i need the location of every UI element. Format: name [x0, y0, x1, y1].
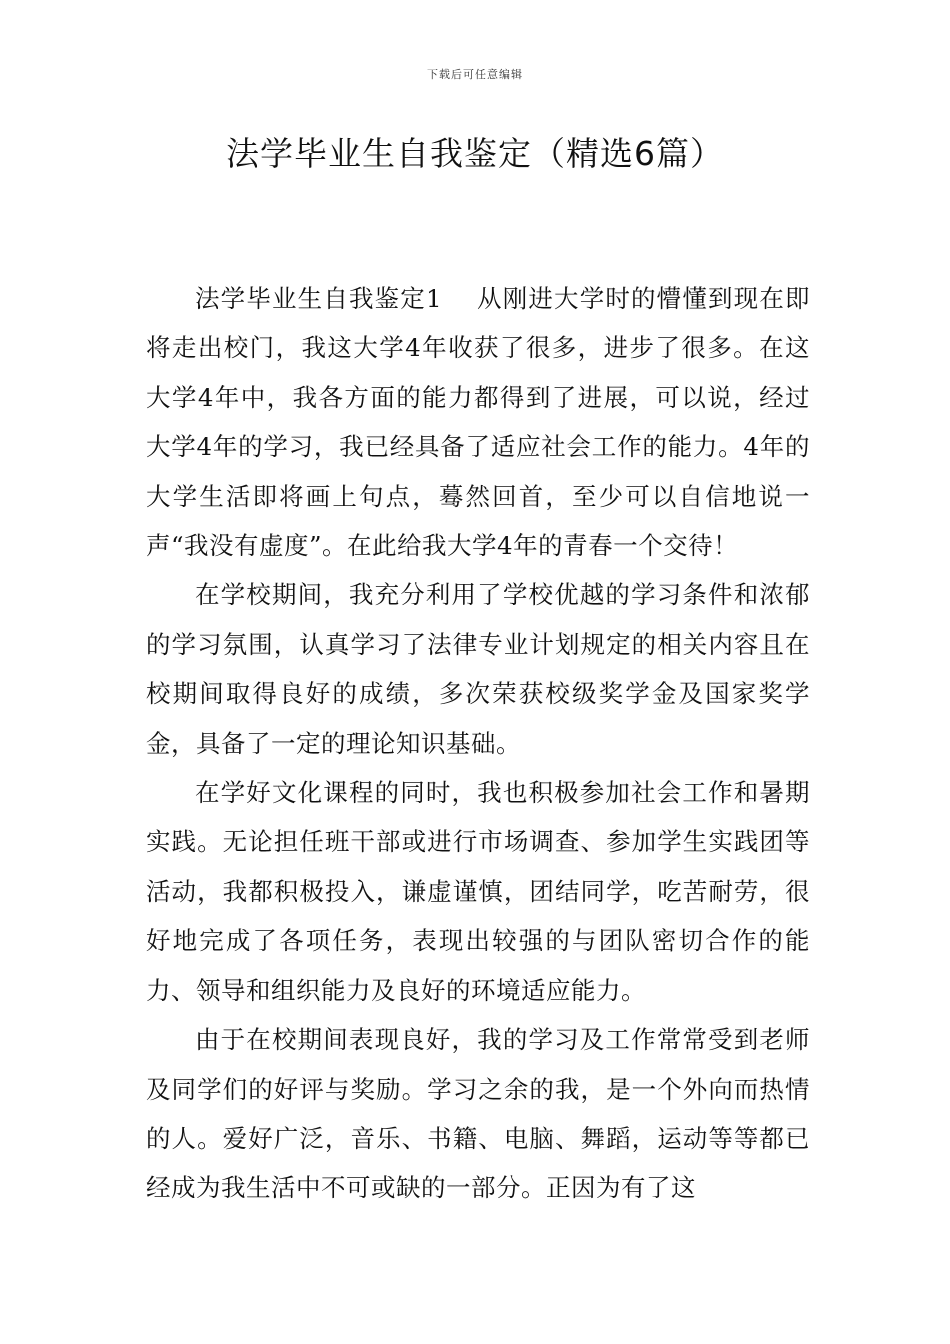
- paragraph-text: 从刚进大学时的懵懂到现在即将走出校门，我这大学4年收获了很多，进步了很多。在这大学4年中，我各方面的能力都得到了进展，可以说，经过大学4年的学习，我已经具备了适应社会工作的能力。4年的大学生活即将画上句点，蓦然回首，至少可以自信地说一声“我没有虚度”。在此给我大学4年的青春一个交待！: [146, 284, 811, 561]
- paragraph-3: [146, 768, 810, 1015]
- paragraph-1: [146, 274, 810, 570]
- paragraph-text: 在学校期间，我充分利用了学校优越的学习条件和浓郁的学习氛围，认真学习了法律专业计划规定的相关内容且在校期间取得良好的成绩，多次荣获校级奖学金及国家奖学金，具备了一定的理论知识基础。: [146, 580, 810, 758]
- paragraph-text: 在学好文化课程的同时，我也积极参加社会工作和暑期实践。无论担任班干部或进行市场调查、参加学生实践团等活动，我都积极投入，谦虚谨慎，团结同学，吃苦耐劳，很好地完成了各项任务，表现出较强的与团队密切合作的能力、领导和组织能力及良好的环境适应能力。: [146, 778, 810, 1005]
- paragraph-text: 由于在校期间表现良好，我的学习及工作常常受到老师及同学们的好评与奖励。学习之余的我，是一个外向而热情的人。爱好广泛，音乐、书籍、电脑、舞蹈，运动等等都已经成为我生活中不可或缺的一部分。正因为有了这: [146, 1025, 810, 1203]
- paragraph-4: [146, 1015, 810, 1213]
- document-body: [146, 274, 810, 1213]
- header-note: 下载后可任意编辑: [427, 68, 523, 81]
- section-heading: 法学毕业生自我鉴定1: [195, 284, 443, 313]
- document-title: 法学毕业生自我鉴定（精选6篇）: [226, 134, 724, 173]
- paragraph-2: [146, 570, 810, 768]
